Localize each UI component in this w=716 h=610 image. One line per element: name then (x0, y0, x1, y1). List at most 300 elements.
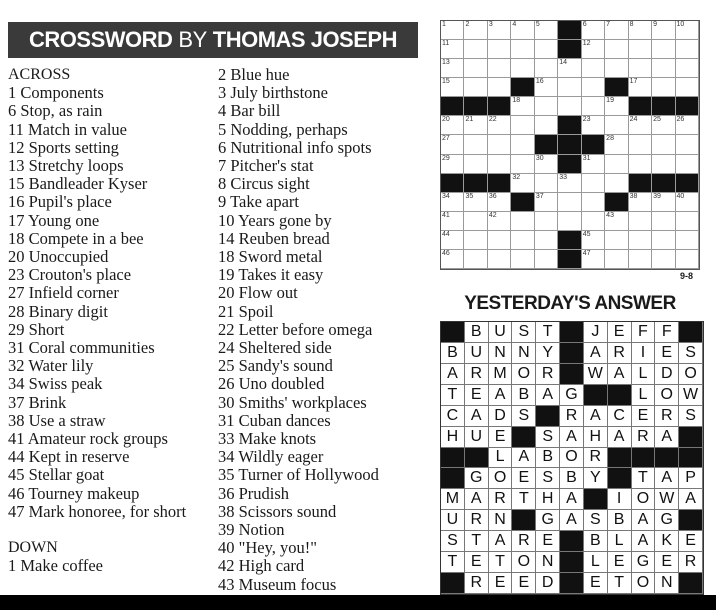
grid-cell[interactable] (582, 21, 605, 40)
black-square (488, 97, 511, 116)
grid-cell[interactable] (629, 193, 652, 212)
answer-letter-cell: N (512, 343, 536, 364)
title-crossword: CROSSWORD (29, 27, 173, 52)
clue-number: 18 (8, 228, 29, 248)
down-heading: DOWN (8, 539, 58, 557)
grid-cell[interactable] (488, 59, 511, 78)
answer-letter-cell: O (632, 573, 656, 594)
grid-cell[interactable] (488, 212, 511, 231)
clue-number: 8 (218, 174, 231, 194)
clue-text: Sheltered side (238, 338, 332, 358)
down-clue-34 (218, 448, 418, 466)
black-square (511, 78, 534, 97)
grid-cell[interactable] (558, 174, 581, 193)
answer-black-square (608, 448, 632, 469)
cell-number: 41 (442, 211, 450, 219)
grid-cell[interactable] (441, 250, 464, 269)
cell-number: 6 (582, 21, 587, 28)
grid-cell[interactable] (535, 21, 558, 40)
cell-number: 2 (465, 21, 470, 28)
answer-letter-cell: A (632, 531, 656, 552)
clue-number: 39 (218, 520, 239, 540)
answer-letter-cell: N (655, 573, 679, 594)
grid-cell[interactable] (676, 193, 699, 212)
cell-number: 21 (465, 116, 474, 124)
clue-number: 12 (8, 137, 29, 157)
grid-cell[interactable] (652, 78, 675, 97)
down-clue-25 (218, 357, 418, 375)
grid-cell[interactable] (605, 21, 628, 40)
answer-letter-cell: M (489, 364, 513, 385)
clue-number: 1 (8, 556, 21, 576)
grid-cell[interactable] (535, 212, 558, 231)
grid-cell[interactable] (605, 59, 628, 78)
clue-text: Infield corner (28, 283, 119, 303)
answer-black-square (679, 573, 703, 594)
grid-cell[interactable] (676, 250, 699, 269)
grid-cell[interactable] (441, 40, 464, 59)
cell-number: 29 (442, 154, 450, 162)
grid-cell[interactable] (605, 174, 628, 193)
answer-letter-cell: I (608, 489, 632, 510)
grid-cell[interactable] (558, 193, 581, 212)
grid-cell[interactable] (558, 212, 581, 231)
answer-letter-cell: C (441, 406, 465, 427)
grid-cell[interactable] (582, 116, 605, 135)
answer-letter-cell: T (441, 552, 465, 573)
answer-letter-cell: E (655, 343, 679, 364)
clue-text: Pitcher's stat (230, 156, 314, 176)
grid-cell[interactable] (605, 116, 628, 135)
clue-text: Make knots (238, 429, 317, 449)
cell-number: 25 (653, 116, 661, 124)
grid-cell[interactable] (441, 193, 464, 212)
across-clue-45 (8, 466, 208, 484)
grid-cell[interactable] (676, 78, 699, 97)
grid-cell[interactable] (535, 193, 558, 212)
grid-cell[interactable] (464, 59, 487, 78)
grid-cell[interactable] (441, 78, 464, 97)
grid-cell[interactable] (652, 59, 675, 78)
answer-letter-cell: R (608, 343, 632, 364)
grid-cell[interactable] (535, 231, 558, 250)
grid-cell[interactable] (488, 40, 511, 59)
cell-number: 42 (488, 211, 497, 219)
grid-cell[interactable] (582, 250, 605, 269)
answer-letter-cell: A (584, 343, 608, 364)
grid-cell[interactable] (511, 21, 534, 40)
grid-cell[interactable] (605, 135, 628, 154)
grid-cell[interactable] (605, 231, 628, 250)
across-clue-27 (8, 284, 208, 302)
grid-cell[interactable] (488, 135, 511, 154)
answer-letter-cell: E (608, 552, 632, 573)
cell-number: 17 (629, 78, 638, 86)
answer-letter-cell: A (489, 385, 513, 406)
clue-spacer (8, 521, 208, 539)
clue-number: 33 (218, 429, 239, 449)
clue-number: 30 (218, 392, 239, 412)
clue-number: 42 (218, 556, 239, 576)
grid-cell[interactable] (629, 21, 652, 40)
grid-cell[interactable] (441, 116, 464, 135)
across-clue-17 (8, 212, 208, 230)
answer-letter-cell: D (536, 573, 560, 594)
grid-cell[interactable] (441, 59, 464, 78)
across-clue-46 (8, 485, 208, 503)
down-clue-1 (8, 557, 208, 575)
grid-cell[interactable] (535, 97, 558, 116)
grid-cell[interactable] (582, 40, 605, 59)
clue-text: Crouton's place (28, 265, 132, 285)
grid-cell[interactable] (652, 135, 675, 154)
answer-letter-cell: U (441, 510, 465, 531)
answer-letter-cell: Y (536, 343, 560, 364)
black-square (558, 116, 581, 135)
grid-cell[interactable] (605, 212, 628, 231)
cell-number: 28 (606, 135, 614, 143)
cell-number: 35 (465, 192, 474, 200)
cell-number: 18 (512, 97, 521, 105)
grid-cell[interactable] (582, 97, 605, 116)
answer-letter-cell: A (584, 406, 608, 427)
grid-cell[interactable] (676, 212, 699, 231)
grid-cell[interactable] (629, 116, 652, 135)
clue-text: Amateur rock groups (27, 429, 168, 449)
answer-black-square (560, 364, 584, 385)
grid-cell[interactable] (629, 155, 652, 174)
grid-cell[interactable] (464, 231, 487, 250)
answer-letter-cell: R (489, 489, 513, 510)
grid-cell[interactable] (605, 155, 628, 174)
answer-letter-cell: E (465, 385, 489, 406)
answer-black-square (441, 322, 465, 343)
grid-cell[interactable] (511, 212, 534, 231)
answer-letter-cell: R (632, 427, 656, 448)
down-clue-5 (218, 121, 418, 139)
answer-letter-cell: C (608, 406, 632, 427)
grid-cell[interactable] (676, 135, 699, 154)
answer-black-square (560, 552, 584, 573)
clue-text: Notion (238, 520, 285, 540)
grid-cell[interactable] (652, 155, 675, 174)
clue-text: Spoil (238, 301, 274, 321)
clue-text: Swiss peak (28, 374, 103, 394)
answer-letter-cell: S (679, 406, 703, 427)
answer-black-square (465, 448, 489, 469)
clue-number: 11 (8, 119, 29, 139)
clue-text: Make coffee (20, 556, 103, 576)
cell-number: 12 (582, 40, 591, 48)
clue-text: Turner of Hollywood (238, 465, 379, 485)
grid-cell[interactable] (676, 231, 699, 250)
black-square (511, 193, 534, 212)
grid-cell[interactable] (464, 21, 487, 40)
grid-cell[interactable] (629, 59, 652, 78)
grid-cell[interactable] (676, 21, 699, 40)
grid-cell[interactable] (441, 21, 464, 40)
grid-cell[interactable] (605, 97, 628, 116)
grid-cell[interactable] (629, 250, 652, 269)
grid-cell[interactable] (464, 212, 487, 231)
grid-cell[interactable] (488, 193, 511, 212)
answer-black-square (655, 448, 679, 469)
grid-cell[interactable] (558, 97, 581, 116)
grid-cell[interactable] (629, 212, 652, 231)
cell-number: 31 (582, 154, 591, 162)
answer-letter-cell: L (608, 531, 632, 552)
answer-letter-cell: N (489, 510, 513, 531)
answer-letter-cell: A (560, 489, 584, 510)
black-square (652, 97, 675, 116)
grid-cell[interactable] (676, 40, 699, 59)
down-clue-21 (218, 303, 418, 321)
answer-letter-cell: A (560, 427, 584, 448)
grid-cell[interactable] (511, 59, 534, 78)
clue-text: Sports setting (28, 137, 119, 157)
cell-number: 46 (442, 249, 450, 257)
grid-cell[interactable] (676, 59, 699, 78)
down-clue-39 (218, 521, 418, 539)
cell-number: 23 (582, 116, 591, 124)
answer-letter-cell: A (489, 531, 513, 552)
clue-number: 45 (8, 465, 29, 485)
grid-cell[interactable] (652, 40, 675, 59)
grid-cell[interactable] (558, 78, 581, 97)
answer-letter-cell: A (560, 510, 584, 531)
grid-cell[interactable] (535, 174, 558, 193)
crossword-title-banner (8, 22, 418, 58)
across-clue-31 (8, 339, 208, 357)
across-clue-12 (8, 139, 208, 157)
answer-letter-cell: E (632, 406, 656, 427)
yesterdays-answer-grid (440, 321, 704, 595)
answer-black-square (560, 573, 584, 594)
grid-cell[interactable] (582, 212, 605, 231)
answer-black-square (679, 322, 703, 343)
cell-number: 1 (442, 21, 446, 28)
grid-cell[interactable] (629, 40, 652, 59)
answer-letter-cell: T (536, 322, 560, 343)
grid-cell[interactable] (676, 116, 699, 135)
grid-cell[interactable] (441, 135, 464, 154)
clue-text: Uno doubled (238, 374, 325, 394)
grid-cell[interactable] (511, 40, 534, 59)
clue-number: 10 (218, 210, 239, 230)
grid-cell[interactable] (582, 231, 605, 250)
crossword-grid[interactable] (440, 20, 700, 270)
grid-cell[interactable] (511, 155, 534, 174)
grid-cell[interactable] (605, 250, 628, 269)
answer-black-square (536, 406, 560, 427)
answer-letter-cell: O (560, 448, 584, 469)
answer-letter-cell: L (632, 385, 656, 406)
clue-text: Take apart (230, 192, 300, 212)
grid-cell[interactable] (488, 78, 511, 97)
clue-text: Compete in a bee (28, 228, 144, 248)
grid-cell[interactable] (652, 231, 675, 250)
grid-cell[interactable] (582, 174, 605, 193)
clue-text: Flow out (238, 283, 298, 303)
across-clue-list (8, 84, 208, 521)
clue-text: Blue hue (230, 65, 290, 84)
answer-letter-cell: D (489, 406, 513, 427)
cell-number: 14 (559, 59, 568, 67)
down-clue-19 (218, 266, 418, 284)
grid-cell[interactable] (605, 40, 628, 59)
clue-text: Pupil's place (28, 192, 112, 212)
grid-cell[interactable] (535, 40, 558, 59)
grid-cell[interactable] (535, 116, 558, 135)
cell-number: 27 (442, 135, 450, 143)
clue-text: Circus sight (230, 174, 310, 194)
clue-text: Scissors sound (238, 501, 337, 521)
black-square (441, 174, 464, 193)
grid-cell[interactable] (652, 21, 675, 40)
clue-number: 27 (8, 283, 29, 303)
grid-cell[interactable] (511, 97, 534, 116)
grid-cell[interactable] (488, 21, 511, 40)
answer-letter-cell: L (632, 364, 656, 385)
answer-letter-cell: P (679, 468, 703, 489)
grid-cell[interactable] (464, 135, 487, 154)
across-clue-23 (8, 266, 208, 284)
grid-cell[interactable] (441, 155, 464, 174)
clue-number: 17 (8, 210, 29, 230)
clue-text: Takes it easy (238, 265, 324, 285)
grid-cell[interactable] (464, 116, 487, 135)
clue-number: 22 (218, 319, 239, 339)
answer-black-square (584, 385, 608, 406)
down-clue-18 (218, 248, 418, 266)
answer-letter-cell: A (441, 364, 465, 385)
down-clue-30 (218, 394, 418, 412)
answer-letter-cell: M (441, 489, 465, 510)
grid-cell[interactable] (629, 135, 652, 154)
down-clue-38 (218, 503, 418, 521)
clue-number: 43 (218, 574, 239, 594)
grid-cell[interactable] (511, 135, 534, 154)
answer-letter-cell: R (465, 573, 489, 594)
grid-cell[interactable] (629, 231, 652, 250)
down-clue-24 (218, 339, 418, 357)
clue-text: Reuben bread (238, 228, 330, 248)
answer-letter-cell: E (608, 322, 632, 343)
answer-black-square (560, 531, 584, 552)
grid-cell[interactable] (652, 212, 675, 231)
grid-cell[interactable] (511, 116, 534, 135)
clue-text: Nutritional info spots (230, 137, 372, 157)
answer-letter-cell: O (679, 364, 703, 385)
answer-letter-cell: S (512, 322, 536, 343)
answer-letter-cell: W (655, 489, 679, 510)
down-clue-40 (218, 539, 418, 557)
answer-letter-cell: L (489, 448, 513, 469)
grid-cell[interactable] (629, 78, 652, 97)
cell-number: 32 (512, 173, 521, 181)
cell-number: 43 (606, 211, 614, 219)
down-clue-6 (218, 139, 418, 157)
answer-letter-cell: U (465, 343, 489, 364)
grid-cell[interactable] (511, 174, 534, 193)
down-clue-26 (218, 375, 418, 393)
grid-cell[interactable] (464, 78, 487, 97)
clue-number: 20 (8, 247, 29, 267)
clue-number: 46 (8, 483, 29, 503)
down-clue-2 (218, 66, 418, 84)
black-square (629, 97, 652, 116)
grid-cell[interactable] (511, 231, 534, 250)
clues-column-left (8, 66, 208, 575)
answer-black-square (608, 468, 632, 489)
grid-cell[interactable] (582, 78, 605, 97)
grid-cell[interactable] (652, 193, 675, 212)
grid-cell[interactable] (582, 59, 605, 78)
grid-cell[interactable] (511, 250, 534, 269)
answer-black-square (679, 448, 703, 469)
grid-cell[interactable] (535, 78, 558, 97)
answer-letter-cell: A (655, 427, 679, 448)
down-clue-33 (218, 430, 418, 448)
grid-cell[interactable] (488, 250, 511, 269)
grid-cell[interactable] (464, 250, 487, 269)
black-square (535, 135, 558, 154)
grid-cell[interactable] (441, 231, 464, 250)
grid-cell[interactable] (488, 116, 511, 135)
across-clue-1 (8, 84, 208, 102)
answer-letter-cell: E (489, 573, 513, 594)
grid-cell[interactable] (488, 155, 511, 174)
cell-number: 20 (442, 116, 450, 124)
answer-letter-cell: L (584, 552, 608, 573)
answer-letter-cell: S (679, 343, 703, 364)
answer-letter-cell: H (584, 427, 608, 448)
clue-number: 44 (8, 447, 29, 467)
grid-cell[interactable] (441, 212, 464, 231)
answer-letter-cell: O (489, 468, 513, 489)
grid-cell[interactable] (652, 116, 675, 135)
cell-number: 4 (512, 21, 517, 28)
answer-letter-cell: R (536, 364, 560, 385)
grid-cell[interactable] (464, 155, 487, 174)
cell-number: 47 (582, 249, 591, 257)
answer-letter-cell: A (465, 406, 489, 427)
grid-cell[interactable] (535, 250, 558, 269)
clue-number: 19 (218, 265, 239, 285)
clue-text: Short (28, 319, 65, 339)
answer-letter-cell: S (441, 531, 465, 552)
grid-cell[interactable] (464, 193, 487, 212)
grid-cell[interactable] (535, 59, 558, 78)
grid-cell[interactable] (676, 155, 699, 174)
grid-cell[interactable] (558, 59, 581, 78)
clue-number: 9 (218, 192, 231, 212)
answer-letter-cell: H (536, 489, 560, 510)
grid-cell[interactable] (582, 155, 605, 174)
grid-cell[interactable] (652, 250, 675, 269)
down-clue-8 (218, 175, 418, 193)
grid-cell[interactable] (535, 155, 558, 174)
black-square (629, 174, 652, 193)
cell-number: 15 (442, 78, 450, 86)
clue-number: 47 (8, 501, 29, 521)
grid-cell[interactable] (464, 40, 487, 59)
grid-cell[interactable] (582, 193, 605, 212)
down-clue-20 (218, 284, 418, 302)
across-clue-28 (8, 303, 208, 321)
grid-cell[interactable] (488, 231, 511, 250)
black-square (676, 97, 699, 116)
